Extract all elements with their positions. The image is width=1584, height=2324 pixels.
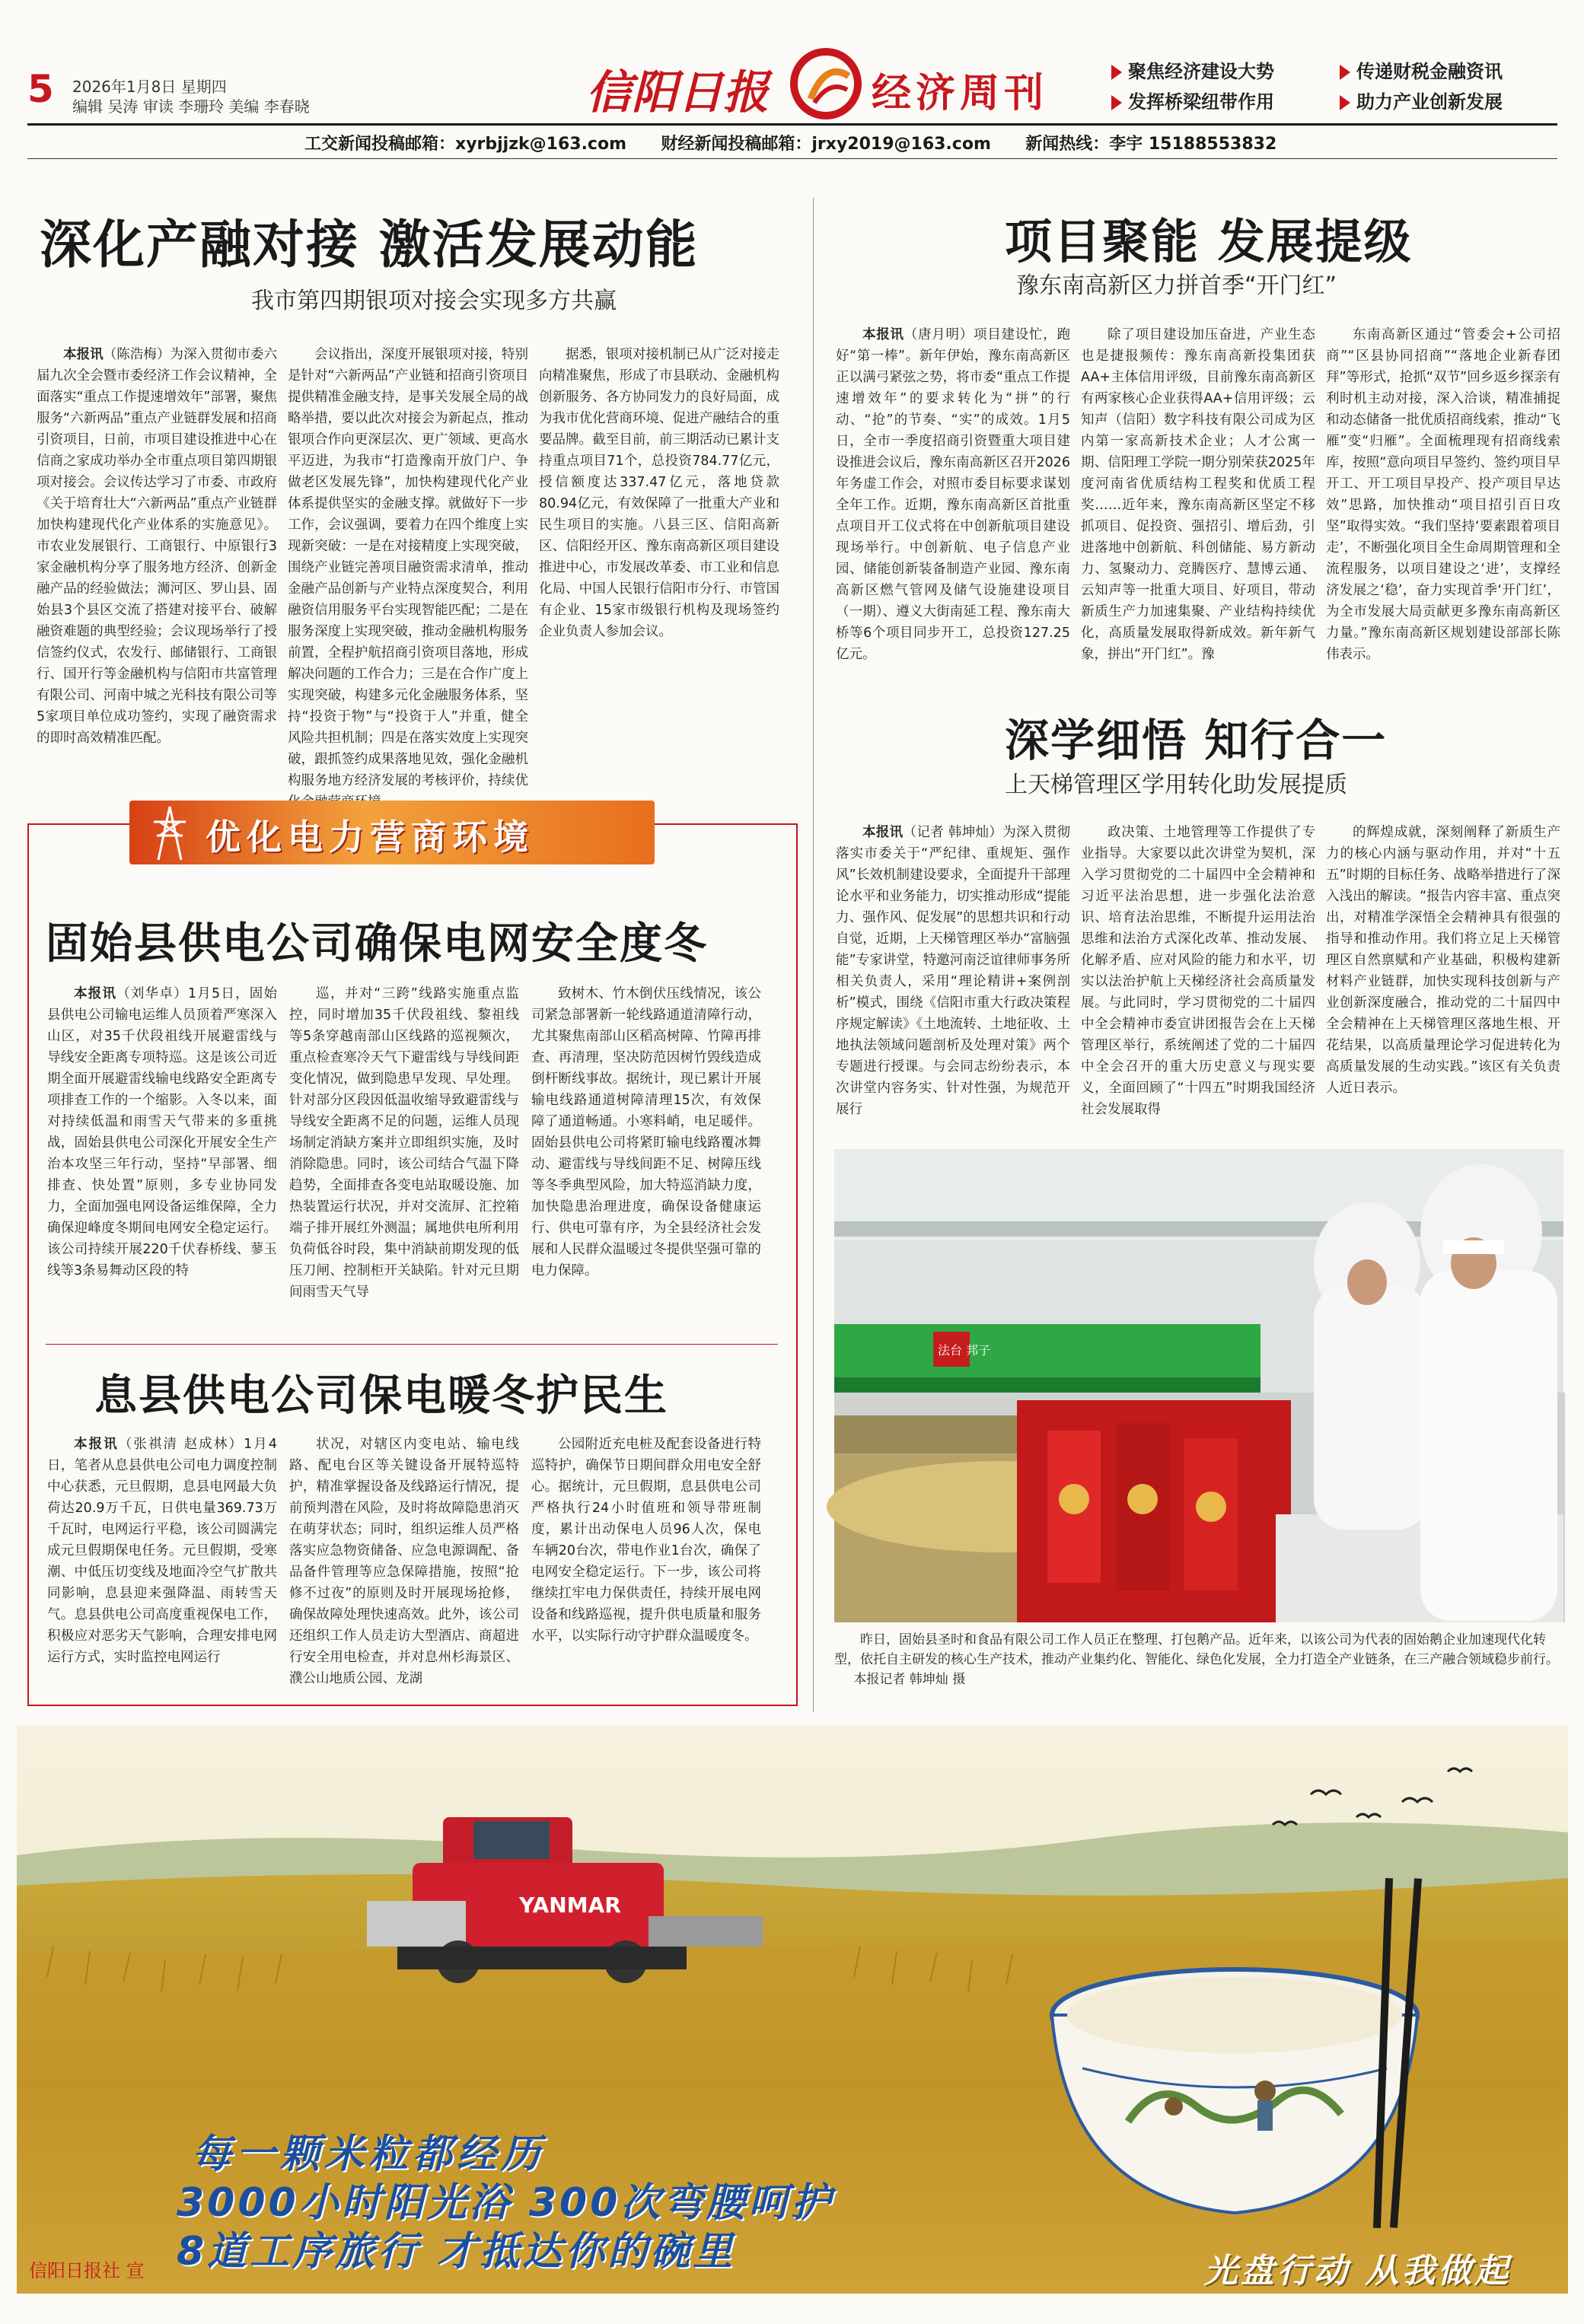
power-section-banner: [129, 801, 655, 864]
article-1-col-1: 本报讯（陈浩梅）为深入贯彻市委六届九次全会暨市委经济工作会议精神，全面落实“重点工作提速增效年”部署，聚焦服务“六新两品”重点产业链群发展和招商引资项目，日前，市项目建设推进中心在信商之家成功举办全市重点项目第四期银项对接会。会议传达学习了市委、市政府《关于培育壮大“六新两品”重点产业链群加快构建现代化产业体系的实施意见》。市农业发展银行、工商银行、中原银行3家金融机构分享了服务地方经济、创新金融产品的经验做法；浉河区、罗山县、固始县3个县区交流了搭建对接平台、破解融资难题的典型经验；会议现场举行了授信签约仪式，农发行、邮储银行、工商银行、国开行等金融机构与信阳市共富管理有限公司、河南中城之光科技有限公司等5家项目单位成功签约，实现了融资需求的即时高效精准匹配。: [37, 347, 278, 746]
ad-org: 信阳日报社 宣: [29, 2260, 145, 2281]
headline-article-4: 固始县供电公司确保电网安全度冬: [46, 918, 708, 969]
factory-workers-photo: [834, 1149, 1563, 1622]
subheadline-article-2: 豫东南高新区力拼首季“开门红”: [1016, 272, 1337, 299]
contact-divider: [27, 158, 1557, 159]
slogan-1: 聚焦经济建设大势: [1128, 61, 1274, 82]
headline-article-5: 息县供电公司保电暖冬护民生: [94, 1371, 668, 1421]
masthead: [586, 46, 1058, 122]
headline-article-3: 深学细悟 知行合一: [1005, 715, 1388, 766]
article-4-col-2: 巡，并对“三跨”线路实施重点监控，同时增加35千伏段祖线、黎祖线等5条穿越南部山区线路的巡视频次，重点检查寒冷天气下避雷线与导线间距变化情况，做到隐患早发现、早处理。针对部分区段因低温收缩导致避雷线与导线安全距离不足的问题，运维人员现场制定消缺方案并立即组织实施，及时消除隐患。同时，该公司结合气温下降趋势，全面排查各变电站取暖设施、加热装置运行状况，并对交流屏、汇控箱端子排开展红外测温；属地供电所利用负荷低谷时段，集中消缺前期发现的低压刀闸、控制柜开关缺陷。针对元旦期间雨雪天气导: [289, 986, 519, 1300]
article-5-col-1: 本报讯（张祺清 赵成林）1月4日，笔者从息县供电公司电力调度控制中心获悉，元旦假期，息县电网最大负荷达20.9万千瓦，日供电量369.73万千瓦时，电网运行平稳，该公司圆满完成元旦假期保电任务。元旦假期，受寒潮、中低压切变线及地面冷空气扩散共同影响，息县迎来强降温、雨转雪天气。息县供电公司高度重视保电工作，积极应对恶劣天气影响，合理安排电网运行方式，实时监控电网运行: [47, 1437, 277, 1665]
power-section-title: 优化电力营商环境: [206, 817, 534, 858]
contact-email-industry: 工交新闻投稿邮箱：xyrbjjzk@163.com: [304, 135, 627, 154]
contact-bar: [304, 131, 1276, 154]
ad-slogan: 光盘行动 从我做起: [1204, 2252, 1512, 2291]
article-2-col-3: 东南高新区通过“管委会+公司招商”“区县协同招商”“落地企业新春团拜”等形式，抢抓“双节”回乡返乡探亲有利时机主动对接，深入洽谈，精准捕捉和动态储备一批优质招商线索，推动“飞雁”变“归雁”。全面梳理现有招商线索库，按照“意向项目早签约、签约项目早开工、开工项目早投产、投产项目早达效”思路，加快推动“项目招引百日攻坚”取得实效。“我们坚持‘要素跟着项目走’，不断强化项目全生命周期管理和全流程服务，以项目建设之‘进’，支撑经济发展之‘稳’，奋力实现首季‘开门红’，为全市发展大局贡献更多豫东南高新区力量。”豫东南高新区规划建设部部长陈伟表示。: [1326, 327, 1560, 662]
ad-line-3: 8道工序旅行 才抵达你的碗里: [177, 2229, 736, 2275]
header-divider: [27, 123, 1557, 126]
slogan-2: 传递财税金融资讯: [1356, 61, 1503, 82]
contact-email-finance: 财经新闻投稿邮箱：jrxy2019@163.com: [661, 135, 991, 154]
ad-line-2: 3000小时阳光浴 300次弯腰呵护: [177, 2180, 834, 2226]
subheadline-article-3: 上天梯管理区学用转化助发展提质: [1005, 772, 1347, 798]
article-3-col-2: 政决策、土地管理等工作提供了专业指导。大家要以此次讲堂为契机，深入学习贯彻党的二十届四中全会精神和习近平法治思想，进一步强化法治意识、培育法治思维，不断提升运用法治思维和法治方式深化改革、推动发展、化解矛盾、应对风险的能力和水平，切实以法治护航上天梯经济社会高质量发展。与此同时，学习贯彻党的二十届四中全会精神市委宣讲团报告会在上天梯管理区举行，系统阐述了党的二十届四中全会召开的重大历史意义与现实要义，全面回顾了“十四五”时期我国经济社会发展取得: [1081, 825, 1315, 1117]
power-divider: [46, 1344, 778, 1345]
article-1-col-3: 据悉，银项对接机制已从广泛对接走向精准聚焦，形成了市县联动、金融机构创新服务、各方协同发力的良好局面，成为我市优化营商环境、促进产融结合的重要品牌。截至目前，前三期活动已累计支持重点项目71个，总投资784.77亿元，授信额度达337.47亿元，落地贷款80.94亿元，有效保障了一批重大产业和民生项目的实施。八县三区、信阳高新区、信阳经开区、豫东南高新区项目建设推进中心，市发展改革委、市工业和信息化局、中国人民银行信阳市分行、市管国有企业、15家市级银行机构及现场签约企业负责人参加会议。: [539, 347, 779, 639]
photo-caption: 昨日，固始县圣时和食品有限公司工作人员正在整理、打包鹅产品。近年来，以该公司为代表的固始鹅企业加速现代化转型，依托自主研发的核心生产技术，推动产业集约化、智能化、绿色化发展，全力打造全产业链条，在三产融合领域稳步前行。 本报记者 韩坤灿 摄: [834, 1632, 1559, 1687]
article-4-col-1: 本报讯（刘华卓）1月5日，固始县供电公司输电运维人员顶着严寒深入山区，对35千伏段祖线开展避雷线与导线安全距离专项特巡。这是该公司近期全面开展避雷线输电线路安全距离专项排查工作的一个缩影。入冬以来，面对持续低温和雨雪天气带来的多重挑战，固始县供电公司深化开展安全生产治本攻坚三年行动，坚持“早部署、细排查、快处置”原则，多专业协同发力，全面加强电网设备运维保障，全力确保迎峰度冬期间电网安全稳定运行。该公司持续开展220千伏春桥线、蓼玉线等3条易舞动区段的特: [47, 986, 278, 1278]
masthead-title: 信阳日报: [586, 66, 769, 119]
power-pylon-icon: [143, 805, 196, 861]
article-1-col-2: 会议指出，深度开展银项对接，特别是针对“六新两品”产业链和招商引资项目提供精准金融支持，是事关发展全局的战略举措，要以此次对接会为新起点，推动银项合作向更深层次、更广领域、更高水平迈进，为我市“打造豫南开放门户、争做老区发展先锋”，加快构建现代化产业体系提供坚实的金融支撑。就做好下一步工作，会议强调，要着力在四个维度上实现新突破：一是在对接精度上实现突破，围绕产业链完善项目融资需求清单，推动金融产品创新与产业特点深度契合，利用融资信用服务平台实现智能匹配；二是在服务深度上实现突破，推动金融机构服务前置，全程护航招商引资项目落地，形成解决问题的工作合力；三是在合作广度上实现突破，构建多元化金融服务体系，坚持“投资于物”与“投资于人”并重，健全风险共担机制；四是在落实效度上实现突破，跟抓签约成果落地见效，强化金融机构服务地方经济发展的考核评价，持续优: [288, 347, 528, 788]
ad-line-1: 每一颗米粒都经历: [192, 2131, 546, 2177]
article-5-col-3: 公园附近充电桩及配套设备进行特巡特护，确保节日期间群众用电安全舒心。据统计，元旦假期，息县供电公司严格执行24小时值班和领导带班制度，累计出动保电人员96人次，保电车辆20台次，带电作业1台次，确保了电网安全稳定运行。下一步，该公司将继续扛牢电力保供责任，持续开展电网设备和线路巡视，提升供电质量和服务水平，以实际行动守护群众温暖度冬。: [531, 1437, 761, 1644]
bullet-icon: [1340, 95, 1350, 110]
bullet-icon: [1111, 65, 1122, 80]
slogan-4: 助力产业创新发展: [1356, 91, 1503, 113]
news-photo: [834, 1149, 1563, 1622]
shelf-label: 法台 邦子: [938, 1343, 991, 1358]
newspaper-logo-icon: [788, 46, 864, 122]
article-3-col-1: 本报讯（记者 韩坤灿）为深入贯彻落实市委关于“严纪律、重规矩、强作风”长效机制建设要求，全面提升干部理论水平和业务能力，切实推动形成“提能力、强作风、促发展”的思想共识和行动自觉，近期，上天梯管理区举办“富脑强能”专家讲堂，特邀河南泛谊律师事务所相关负责人，采用“理论精讲+案例剖析”模式，围绕《信阳市重大行政决策程序规定解读》《土地流转、土地征收、土地执法领域问题剖析及处理对策》两个专题进行授课。与会同志纷纷表示，本次讲堂内容务实、针对性强，为规范开展行: [836, 825, 1071, 1117]
bullet-icon: [1111, 95, 1122, 110]
article-4-col-3: 致树木、竹木倒伏压线情况，该公司紧急部署新一轮线路通道清障行动，尤其聚焦南部山区稻高树障、竹障再排查、再清理，坚决防范因树竹毁线造成倒杆断线事故。据统计，现已累计开展输电线路通道树障清理15次，有效保障了通道畅通。小寒料峭，电足暖伴。固始县供电公司将紧盯输电线路覆冰舞动、避雷线与导线间距不足、树障压线等冬季典型风险，加大特巡消缺力度，加快隐患治理进度，确保设备健康运行、供电可靠有序，为全县经济社会发展和人民群众温暖过冬提供坚强可靠的电力保障。: [531, 986, 761, 1278]
bullet-icon: [1340, 65, 1350, 80]
public-service-ad: [17, 1726, 1568, 2294]
editor-credits: 编辑 吴涛 审读 李珊玲 美编 李春晓: [72, 97, 310, 116]
article-2-col-2: 除了项目建设加压奋进，产业生态也是捷报频传：豫东南高新投集团获AA+主体信用评级，目前豫东南高新区有两家核心企业获得AA+信用评级；云知声（信阳）数字科技有限公司成为区内第一家高新技术企业；人才公寓一期、信阳理工学院一期分别荣获2025年度河南省优质结构工程奖和优质工程奖……近年来，豫东南高新区坚定不移抓项目、促投资、强招引、增后劲，引进落地中创新航、科创储能、易方新动力、氢聚动力、竞腾医疗、慧博云通、云知声等一批重大项目、好项目，带动新质生产力加速集聚、产业结构持续优化，高质量发展取得新成效。新年新气象，拼出“开门红”。豫: [1081, 327, 1315, 662]
vertical-divider: [813, 198, 814, 1712]
article-5-col-2: 状况，对辖区内变电站、输电线路、配电台区等关键设备开展特巡特护，精准掌握设备及线路运行情况，提前预判潜在风险，及时将故障隐患消灭在萌芽状态；同时，组织运维人员严格落实应急物资储备、应急电源调配、备品备件管理等应急保障措施，按照“抢修不过夜”的原则及时开展现场抢修，确保故障处理快速高效。此外，该公司还组织工作人员走访大型酒店、商超进行安全用电检查，并对息州杉海景区、濮公山地质公园、龙湖: [289, 1437, 519, 1686]
headline-article-1: 深化产融对接 激活发展动能: [40, 215, 699, 275]
section-title: 经济周刊: [872, 70, 1049, 116]
article-2-col-1: 本报讯（唐月明）项目建设忙，跑好“第一棒”。新年伊始，豫东南高新区正以满弓紧弦之势，将市委“重点工作提速增效年”的要求转化为“拼”的行动、“抢”的节奏、“实”的成效。1月5日，全市一季度招商引资暨重大项目建设推进会议后，豫东南高新区召开2026年务虚工作会，对照市委目标要求谋划全年工作。近期，豫东南高新区首批重点项目开工仪式将在中创新航项目建设现场举行。中创新航、电子信息产业园、储能创新装备制造产业园、豫东南高新区燃气管网及储气设施建设项目（一期）、遵义大街南延工程、豫东南大桥等6个项目同步开工，总投资127.25亿元。: [836, 327, 1070, 662]
headline-article-2: 项目聚能 发展提级: [1005, 214, 1413, 269]
harvester-brand: YANMAR: [519, 1893, 621, 1918]
slogan-3: 发挥桥梁纽带作用: [1128, 91, 1274, 113]
contact-hotline: 新闻热线：李宇 15188553832: [1025, 135, 1277, 154]
subheadline-article-1: 我市第四期银项对接会实现多方共赢: [251, 288, 617, 314]
issue-date: 2026年1月8日 星期四: [72, 78, 227, 96]
article-3-col-3: 的辉煌成就，深刻阐释了新质生产力的核心内涵与驱动作用，并对“十五五”时期的目标任务、战略举措进行了深入浅出的解读。“报告内容丰富、重点突出，对精准学深悟全会精神具有很强的指导和推动作用。我们将立足上天梯管理区自然禀赋和产业基础，积极构建新材料产业链群，加快实现科技创新与产业创新深度融合，推动党的二十届四中全会精神在上天梯管理区落地生根、开花结果，以高质量理论学习促进转化为高质量发展的生动实践。”该区有关负责人近日表示。: [1326, 825, 1560, 1096]
photo-credit: 本报记者 韩坤灿 摄: [853, 1672, 966, 1687]
page-number: 5: [27, 67, 54, 111]
